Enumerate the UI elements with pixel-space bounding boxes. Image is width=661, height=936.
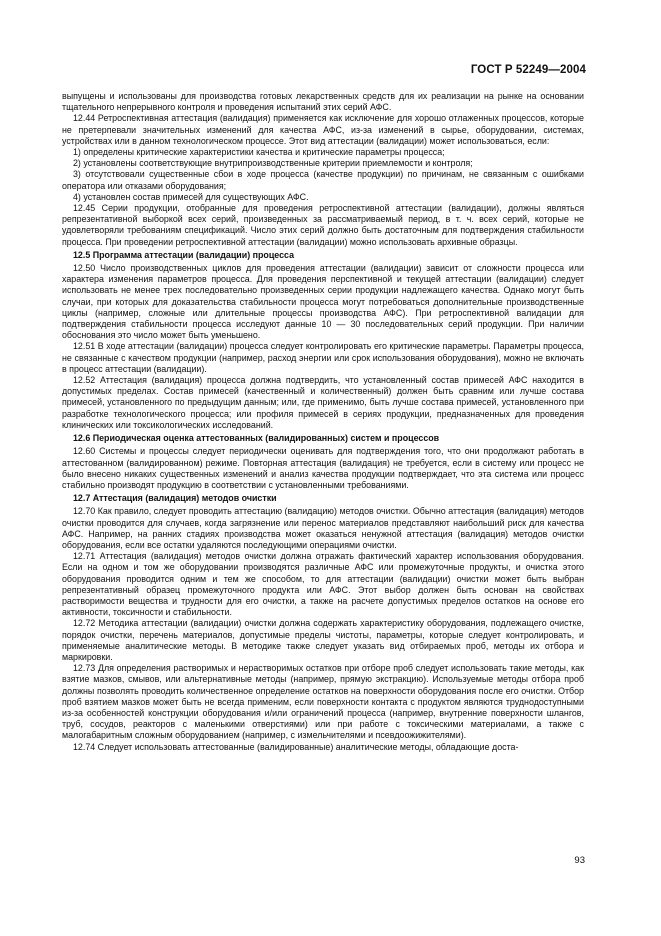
list-item-3: 3) отсутствовали существенные сбои в ходе процесса (качестве продукции) по причинам, не связанным с ошибками оператора или отказами оборудования; xyxy=(62,169,584,191)
paragraph-12-70: 12.70 Как правило, следует проводить аттестацию (валидацию) методов очистки. Обычно аттестация (валидация) методов очистки проводится для случаев, когда загрязнение или перенос материалов представляют наибольший риск для качества АФС. Например, на ранних стадиях производства может оказаться ненужной аттестация (валидация) методов очистки оборудования, если все остатки удаляются последующими операциями очистки. xyxy=(62,506,584,550)
paragraph: выпущены и использованы для производства готовых лекарственных средств для их реализации на рынке на основании тщательного непрерывного контроля и проведения испытаний этих серий АФС. xyxy=(62,91,584,113)
paragraph-12-72: 12.72 Методика аттестации (валидации) очистки должна содержать характеристику оборудования, подлежащего очистке, порядок очистки, перечень материалов, допустимые пределы чистоты, параметры, которые следует контролировать, и применяемые аналитические методы. В методике также следует указать вид отбираемых проб, методы их отбора и маркировки. xyxy=(62,618,584,662)
paragraph-12-50: 12.50 Число производственных циклов для проведения аттестации (валидации) зависит от сложности процесса или характера изменения параметров процесса. Для проведения перспективной и текущей аттестации (валидации) следует использовать не менее трех последовательно произведенных серии продукции надлежащего качества. Однако могут быть случаи, при которых для доказательства стабильности процесса могут потребоваться дополнительные производственные циклы (например, сложные или длительные процессы производства АФС). При ретроспективной валидации для подтверждения стабильности процесса исследуют данные 10 — 30 последовательных серий продукции. При наличии обоснования это число может быть уменьшено. xyxy=(62,263,584,341)
list-item-1: 1) определены критические характеристики качества и критические параметры процесса; xyxy=(73,147,445,158)
section-heading-12-7: 12.7 Аттестация (валидация) методов очистки xyxy=(73,493,277,504)
section-heading-12-5: 12.5 Программа аттестации (валидации) процесса xyxy=(73,249,295,260)
paragraph-12-73: 12.73 Для определения растворимых и нерастворимых остатков при отборе проб следует использовать такие методы, как взятие мазков, смывов, или альтернативные методы (например, прямую экстракцию). Используемые методы отбора проб должны позволять проводить количественное определение остатков на поверхности оборудования после его очистки. Отбор проб взятием мазков может быть не всегда применим, если поверхности контакта с продуктом являются труднодоступными из-за особенностей конструкции оборудования и/или ограничений процесса (например, внутренние поверхности шлангов, труб, сосудов, реакторов с маленькими отверстиями) или при работе с токсическими материалами, а также с малогабаритным сложным оборудованием (например, с измельчителями и псевдоожижителями). xyxy=(62,663,584,741)
paragraph-12-44: 12.44 Ретроспективная аттестация (валидация) применяется как исключение для хорошо отлаженных процессов, которые не претерпевали значительных изменений для качества АФС, из-за изменений в сырье, оборудовании, системах, устройствах или в данном технологическом процессе. Этот вид аттестации (валидации) может использоваться, если: xyxy=(62,113,584,146)
paragraph-12-52: 12.52 Аттестация (валидация) процесса должна подтвердить, что установленный состав примесей АФС находится в допустимых пределах. Состав примесей (качественный и количественный) должен быть сравним или лучше состава примесей, установленного по предыдущим данным; или, где применимо, быть лучше состава примесей, установленного при разработке технологического процесса; или профиля примесей в сериях продукции, предназначенных для проведения клинических или токсикологических исследований. xyxy=(62,375,584,430)
list-item-4: 4) установлен состав примесей для существующих АФС. xyxy=(73,191,309,202)
paragraph-12-71: 12.71 Аттестация (валидация) методов очистки должна отражать фактический характер использования оборудования. Если на одном и том же оборудовании производятся различные АФС или промежуточные продукты, и очистка этого оборудования проводится одним и тем же способом, то для аттестации (валидации) очистки может быть выбран репрезентативный образец промежуточного продукта или АФС. Этот выбор должен быть основан на свойствах растворимости вещества и трудности для его очистки, а также на расчете допустимых пределов остатков на основе его активности, токсичности и стабильности. xyxy=(62,551,584,618)
paragraph-12-51: 12.51 В ходе аттестации (валидации) процесса следует контролировать его критические параметры. Параметры процесса, не связанные с качеством продукции (например, расход энергии или срок использования оборудования), можно не включать в процесс аттестации (валидации). xyxy=(62,341,584,374)
list-item-2: 2) установлены соответствующие внутрипроизводственные критерии приемлемости и контроля; xyxy=(73,158,473,169)
page-number: 93 xyxy=(574,855,585,866)
document-body xyxy=(62,91,584,753)
paragraph-12-45: 12.45 Серии продукции, отобранные для проведения ретроспективной аттестации (валидации), должны являться репрезентативной выборкой всех серий, произведенных за рассматриваемый период, в т. ч. всех серий, которые не удовлетворяли требованиям спецификаций. Число этих серий должно быть достаточным для подтверждения стабильности процесса. При проведении ретроспективной аттестации (валидации) можно использовать архивные образцы. xyxy=(62,203,584,247)
paragraph-12-60: 12.60 Системы и процессы следует периодически оценивать для подтверждения того, что они продолжают работать в аттестованном (валидированном) режиме. Повторная аттестация (валидация) не требуется, если в систему или процесс не было внесено никаких существенных изменений и анализ качества продукции подтверждает, что эта система или процесс стабильно производят продукцию в соответствии с установленными требованиями. xyxy=(62,446,584,490)
standard-header: ГОСТ Р 52249—2004 xyxy=(470,64,586,76)
section-heading-12-6: 12.6 Периодическая оценка аттестованных (валидированных) систем и процессов xyxy=(73,433,440,444)
paragraph-12-74: 12.74 Следует использовать аттестованные (валидированные) аналитические методы, обладающие доста- xyxy=(73,741,519,752)
